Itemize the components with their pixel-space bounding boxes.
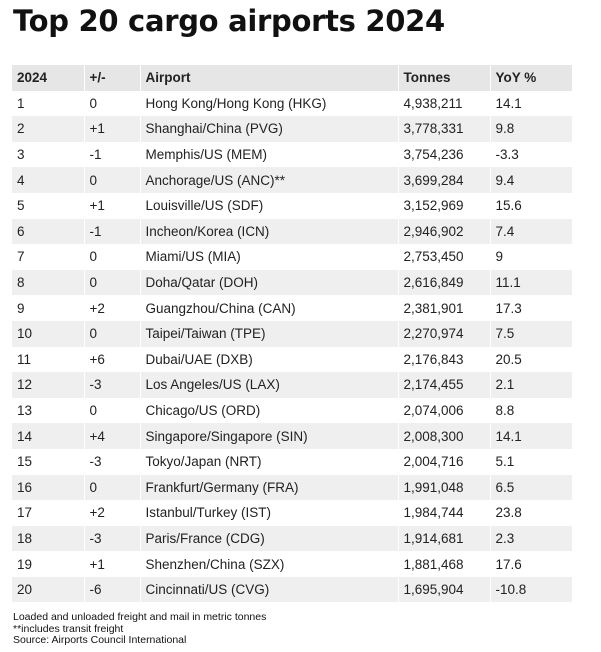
cell-airport: Guangzhou/China (CAN) [140,295,398,321]
header-rank: 2024 [12,65,84,91]
cell-tonnes: 2,381,901 [398,295,490,321]
cell-yoy: 14.1 [490,91,572,117]
cell-rank: 8 [12,270,84,296]
cell-airport: Paris/France (CDG) [140,526,398,552]
cell-rank: 14 [12,423,84,449]
cell-airport: Singapore/Singapore (SIN) [140,423,398,449]
footnotes [13,612,266,647]
cell-rank: 10 [12,321,84,347]
cell-yoy: 11.1 [490,270,572,296]
cell-rank: 7 [12,244,84,270]
table-row [12,551,572,577]
table-row [12,500,572,526]
cell-yoy: 9.8 [490,116,572,142]
cell-change: 0 [84,270,140,296]
footnote-units: Loaded and unloaded freight and mail in metric tonnes [13,611,267,623]
cell-airport: Chicago/US (ORD) [140,398,398,424]
airports-table [12,65,573,602]
cell-rank: 20 [12,577,84,603]
cell-yoy: 23.8 [490,500,572,526]
header-airport: Airport [140,65,398,91]
cell-yoy: -10.8 [490,577,572,603]
cell-change: 0 [84,321,140,347]
cell-tonnes: 2,616,849 [398,270,490,296]
cell-tonnes: 2,174,455 [398,372,490,398]
table-row [12,321,572,347]
cell-change: -1 [84,219,140,245]
cell-tonnes: 3,754,236 [398,142,490,168]
cell-change: -1 [84,142,140,168]
cell-yoy: 17.3 [490,295,572,321]
cell-tonnes: 3,152,969 [398,193,490,219]
cell-change: -3 [84,449,140,475]
cell-change: 0 [84,91,140,117]
cell-yoy: 17.6 [490,551,572,577]
cell-change: -3 [84,372,140,398]
cell-tonnes: 3,778,331 [398,116,490,142]
table-row [12,116,572,142]
cell-rank: 16 [12,475,84,501]
cell-yoy: -3.3 [490,142,572,168]
cell-change: -3 [84,526,140,552]
table-header-row [12,65,572,91]
table-row [12,91,572,117]
cell-tonnes: 1,881,468 [398,551,490,577]
cell-tonnes: 2,270,974 [398,321,490,347]
table-row [12,270,572,296]
cell-yoy: 2.1 [490,372,572,398]
table-row [12,398,572,424]
cell-change: +2 [84,295,140,321]
cell-rank: 2 [12,116,84,142]
cell-airport: Cincinnati/US (CVG) [140,577,398,603]
cell-yoy: 8.8 [490,398,572,424]
cell-rank: 4 [12,167,84,193]
table-body [12,91,572,603]
cell-rank: 15 [12,449,84,475]
cell-yoy: 14.1 [490,423,572,449]
cell-rank: 13 [12,398,84,424]
table-row [12,193,572,219]
cell-airport: Istanbul/Turkey (IST) [140,500,398,526]
cell-tonnes: 1,695,904 [398,577,490,603]
cell-airport: Los Angeles/US (LAX) [140,372,398,398]
cell-change: +6 [84,347,140,373]
cell-yoy: 15.6 [490,193,572,219]
table-row [12,244,572,270]
footnote-transit: **includes transit freight [13,622,124,635]
cell-yoy: 20.5 [490,347,572,373]
cell-change: +1 [84,551,140,577]
cell-tonnes: 1,914,681 [398,526,490,552]
cell-tonnes: 3,699,284 [398,167,490,193]
cell-airport: Shenzhen/China (SZX) [140,551,398,577]
table-row [12,372,572,398]
cell-change: +2 [84,500,140,526]
cell-tonnes: 2,004,716 [398,449,490,475]
table-row [12,577,572,603]
cell-yoy: 7.4 [490,219,572,245]
cell-airport: Hong Kong/Hong Kong (HKG) [140,91,398,117]
cell-airport: Miami/US (MIA) [140,244,398,270]
table-row [12,423,572,449]
header-yoy: YoY % [490,65,572,91]
cell-change: +4 [84,423,140,449]
cell-yoy: 7.5 [490,321,572,347]
cell-yoy: 9 [490,244,572,270]
cell-airport: Anchorage/US (ANC)** [140,167,398,193]
table-row [12,295,572,321]
table-row [12,475,572,501]
cell-change: +1 [84,116,140,142]
cell-tonnes: 1,991,048 [398,475,490,501]
table-row [12,219,572,245]
table-row [12,449,572,475]
cell-airport: Taipei/Taiwan (TPE) [140,321,398,347]
table-row [12,347,572,373]
header-change: +/- [84,65,140,91]
cell-rank: 11 [12,347,84,373]
cell-yoy: 5.1 [490,449,572,475]
cell-yoy: 2.3 [490,526,572,552]
cell-rank: 5 [12,193,84,219]
cell-rank: 3 [12,142,84,168]
cell-tonnes: 2,753,450 [398,244,490,270]
table-row [12,526,572,552]
cell-airport: Incheon/Korea (ICN) [140,219,398,245]
cell-rank: 18 [12,526,84,552]
cell-rank: 19 [12,551,84,577]
chart-title: Top 20 cargo airports 2024 [13,4,445,38]
cell-tonnes: 2,946,902 [398,219,490,245]
cell-airport: Tokyo/Japan (NRT) [140,449,398,475]
cell-rank: 17 [12,500,84,526]
table-row [12,167,572,193]
cell-rank: 1 [12,91,84,117]
cell-airport: Memphis/US (MEM) [140,142,398,168]
cell-tonnes: 1,984,744 [398,500,490,526]
header-tonnes: Tonnes [398,65,490,91]
cell-rank: 12 [12,372,84,398]
cell-airport: Doha/Qatar (DOH) [140,270,398,296]
cell-change: +1 [84,193,140,219]
cell-change: 0 [84,244,140,270]
cell-change: 0 [84,167,140,193]
footnote-source: Source: Airports Council International [13,634,187,646]
cell-tonnes: 2,008,300 [398,423,490,449]
table-row [12,142,572,168]
cell-yoy: 9.4 [490,167,572,193]
cell-airport: Louisville/US (SDF) [140,193,398,219]
cell-change: -6 [84,577,140,603]
cell-tonnes: 2,176,843 [398,347,490,373]
cell-airport: Shanghai/China (PVG) [140,116,398,142]
cell-tonnes: 2,074,006 [398,398,490,424]
cell-change: 0 [84,398,140,424]
cell-change: 0 [84,475,140,501]
cell-airport: Dubai/UAE (DXB) [140,347,398,373]
cell-rank: 9 [12,295,84,321]
cell-yoy: 6.5 [490,475,572,501]
cell-airport: Frankfurt/Germany (FRA) [140,475,398,501]
cell-rank: 6 [12,219,84,245]
cell-tonnes: 4,938,211 [398,91,490,117]
